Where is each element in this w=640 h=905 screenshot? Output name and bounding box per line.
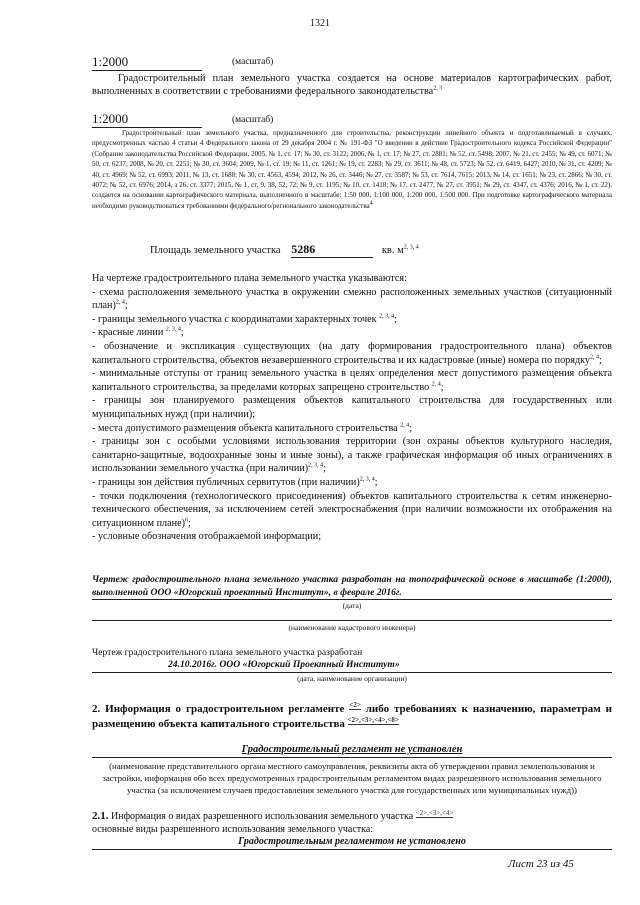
authority-caption: (наименование представительного органа местного самоуправления, реквизиты акта об утверждении правил землепользования и застройки, информация обо всех предусмотренных градостроительным регламентом видах разрешенного использования земельного участка (за исключением случаев предоставления земельного участка для государственных или муниципальных нужд)): [102, 761, 602, 796]
area-unit: кв. м: [381, 245, 404, 256]
regulation-not-set-2: Градостроительным регламентом не установлено: [238, 836, 466, 847]
section-2-title-b: либо требованиях к назначению, параметрам и размещению объекта капитального строительства: [92, 703, 613, 730]
developed-label: Чертеж градостроительного плана земельного участка разработан: [92, 647, 363, 658]
caption-date: (дата): [342, 601, 362, 610]
scale-label-2: (масштаб): [232, 115, 274, 125]
regulation-2-underline: [92, 849, 612, 850]
list-item: - границы зон действия публичных сервитутов (при наличии)$^{2, 3, 4}$;: [92, 476, 378, 488]
list-item: - границы земельного участка с координатами характерных точек $^{2, 3, 4}$;: [92, 313, 397, 325]
list-item: - границы зон планируемого размещения объектов капитального строительства для государственных или муниципальных нужд (при наличии);: [92, 395, 612, 420]
page-number: 1321: [310, 18, 330, 29]
list-item: - места допустимого размещения объекта капитального строительства $^{2, 4}$;: [92, 422, 413, 434]
section-21-row: [92, 810, 612, 822]
list-item: - минимальные отступы от границ земельного участка в целях определения мест допустимого размещения объекта капитального строительства, за пределами которых запрещено строительство $^{2, 4}$;: [92, 368, 612, 393]
developed-underline: [92, 672, 612, 673]
list-item: - условные обозначения отображаемой информации;: [92, 531, 322, 543]
section-21-sub: основные виды разрешенного использования земельного участка:: [92, 824, 374, 835]
section-2-ref: <2>: [349, 701, 361, 710]
list-item: - обозначение и экспликация существующих (на дату формирования градостроительного плана) объектов капитального строительства, объектов незавершенного строительства и их кадастровые (иные) номера по порядку$^{2, 4}$;: [92, 340, 612, 366]
area-label: Площадь земельного участка: [150, 245, 281, 256]
area-value: [291, 242, 373, 258]
engineer-line: [92, 620, 612, 621]
caption-engineer: (наименование кадастрового инженера): [288, 623, 416, 632]
section-2-title: [92, 702, 612, 732]
list-item: - точки подключения (технологического присоединения) объектов капитального строительства к сетям инженерно-технического обеспечения, за исключением сетей электроснабжения (при наличии возможности их отображения на ситуационном плане)$^6$;: [92, 490, 612, 529]
scale-text-2-sup: 4: [369, 200, 373, 207]
developed-value: 24.10.2016г. ООО «Югорский Проектный Институт»: [168, 659, 400, 670]
note-underline: [92, 599, 612, 600]
section-21-text: Информация о видах разрешенного использования земельного участка: [111, 811, 414, 822]
section-2-title-a: 2. Информация о градостроительном регламенте: [92, 703, 345, 715]
area-sup: 2, 3, 4: [403, 244, 419, 251]
section-21-refs: <2>,<3>,<4>: [415, 808, 454, 817]
section-2-refs: <2>,<3>,<4>,<8>: [347, 716, 399, 725]
list-intro: На чертеже градостроительного плана земельного участка указываются:: [92, 273, 407, 284]
caption-date-org: (дата, наименование организации): [297, 674, 407, 683]
section-21-num: 2.1.: [92, 810, 109, 822]
sheet-number: Лист 23 из 45: [508, 858, 574, 870]
list-item: - красные линии $^{2, 3, 4}$;: [92, 326, 184, 339]
scale-value-2: 1:2000: [92, 111, 202, 128]
scale-text-1: [92, 72, 612, 98]
drawing-note: Чертеж градостроительного плана земельного участка разработан на топографической основе в масштабе (1:2000), выполненной ООО «Югорский проектный Институт», в феврале 2016г.: [92, 574, 612, 598]
list-item: - границы зон с особыми условиями использования территории (зон охраны объектов культурного наследия, санитарно-защитные, водоохранные зоны и иные зоны), а также графическая информация об иных ограничениях в использовании земельного участка (при наличии)$^{2, 3, 4}$;: [92, 436, 612, 475]
list-item: - схема расположения земельного участка в окружении смежно расположенных земельных участков (ситуационный план)$^{2, 4}$;: [92, 286, 612, 312]
regulation-underline: [92, 757, 612, 758]
area-row: [150, 242, 450, 258]
scale-text-1-sup: 2, 3: [433, 85, 443, 92]
scale-label-1: (масштаб): [232, 57, 274, 67]
scale-text-2: [92, 128, 612, 211]
scale-value-1: 1:2000: [92, 54, 202, 71]
scale-text-2-body: Градостроительный план земельного участка, предназначенного для строительства, реконструкции линейного объекта и подготавливаемый в случаях, предусмотренных частью 4 статьи 4 Федерального закона от 29 декабря 2004 г. № 191-ФЗ "О введении в действие Градостроительного кодекса Российской Федерации" (Собрание законодательства Российской Федерации, 2005, № 1, ст. 17; № 30, ст. 3122; 2006, № 1, ст. 17; № 27, ст. 2881; № 52, ст. 5498; 2007, № 21, ст. 2455; № 49, ст. 6071; № 50, ст. 6237; 2008, № 20, ст. 2251; № 30, ст. 3604; 2009, № 1, ст. 19; № 11, ст. 1261; № 19, ст. 2283; № 29, ст. 3611; № 48, ст. 5723; № 52, ст. 6419, 6427; 2010, № 31, ст. 4209; № 40, ст. 4969; № 52, ст. 6993; 2011, № 13, ст. 1688; № 30, ст. 4563, 4594; 2012, № 26, ст. 3446; № 27, ст. 3587; № 53, ст. 7614, 7615; 2013, № 14, ст. 1651; № 23, ст. 2866; № 30, ст. 4072; № 52, ст. 6976; 2014, з 26, ст. 3377; 2015, № 1, ст. 9, 38, 52, 72; № 9, ст. 1195; № 10, ст. 1418; № 17, ст. 2477, № 27, ст. 3951; № 29, ст. 4347, ст. 4376; 2016, № 1, ст. 22), создается на основании картографического материала, выполненного в масштабе: 1:50 000, 1:100 000, 1:200 000, 1:500 000. При подготовке картографического материала необходимо руководствоваться требованиями федерального/регионального законодательства: [92, 129, 612, 210]
scale-text-1-body: Градостроительный план земельного участка создается на основе материалов картографических работ, выполненных в соответствии с требованиями федерального законодательства: [92, 73, 612, 97]
area-value-text: 5286: [291, 242, 316, 256]
regulation-not-set: Градостроительный регламент не установлен: [241, 744, 463, 755]
drawing-requirements-list: [92, 272, 612, 544]
